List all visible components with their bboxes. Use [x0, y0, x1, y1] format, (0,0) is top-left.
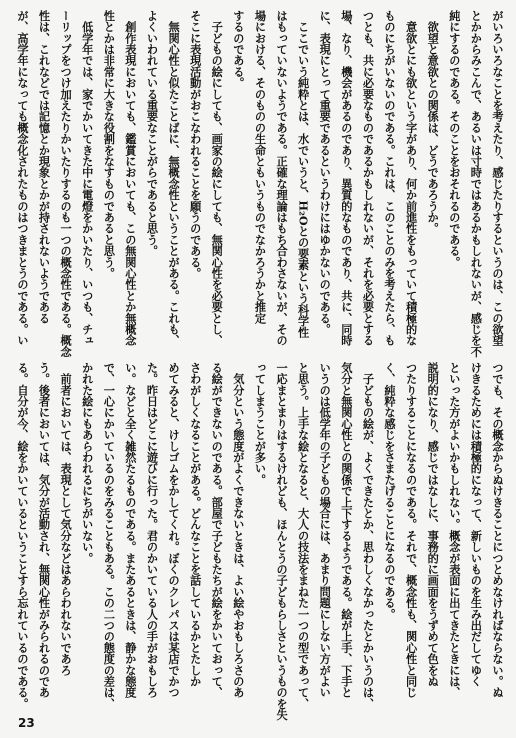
text-column: かれた絵にもあらわれるにちがいない。 [80, 362, 95, 564]
text-column: するのである。 [231, 10, 246, 89]
text-column: 説明的になり、感じではなしに、事務的に画面をうずめて色をぬ [426, 362, 441, 687]
text-column: 性は、これなどでは記憶とか現象とかが持されないようである [37, 10, 52, 324]
text-column: はもっていないようである。正確な理論はもち合わさないが、その [275, 10, 290, 346]
text-column: 場、なり、機会があるのであり、異質的なものであり、共に、同時 [339, 10, 354, 346]
text-column: が、高学年になっても概念化されたものはつきまとうのである。い [15, 10, 30, 346]
text-column: い。などと全く雑然たるものである。またあるときは、静かな態度 [123, 362, 138, 698]
text-column: いうのは低学年の子どもの場合には、あまり問題にしない方がよい [318, 362, 333, 698]
text-column: ものにちがいないのである。これは、このことのみを考えたら、も [383, 10, 398, 346]
text-column: つでも、その概念からぬけきることにつとめなければならない。ぬ [491, 362, 505, 698]
text-column: 一応まとまりはするけれども、ほんとうの子どもらしさというものを失 [275, 362, 290, 721]
text-column: 純にするのである。そのことをおそれるのである。 [447, 10, 462, 268]
text-column: 子どもの絵にしても、画家の絵にしても、無関心性を必要とし、 [210, 10, 225, 346]
text-column: よくいわれている重要なことがらであると思う。 [145, 10, 160, 257]
text-column: 気分という態度がよくできないときは、よい絵やおもしろさのあ [231, 362, 246, 698]
text-column: 意欲とにも欲という字があり、何か前進性をもっていて積極的な [404, 10, 419, 346]
text-column: 無関心性と似たことばに、無概念性ということがある。これも、 [167, 10, 182, 346]
text-column: 性とかは非常に大きな役割をなすものであると思う。 [102, 10, 117, 279]
text-column: 欲望と意欲との関係は、どうであろうか。 [426, 10, 441, 234]
text-column: といった方がよいかもしれない。概念が表面に出てきたときには、 [447, 362, 462, 698]
text-column: 子どもの絵が、よくできたとか、思わしくなかったとかいうのは、 [361, 362, 376, 710]
text-column: つたりすることになるのである。それで、概念性も、関心性と同じ [404, 362, 419, 698]
text-column: めてみると、けしゴムをかしてくれ。ぼくのクレパスは某店でかつ [167, 362, 182, 698]
text-column: と思う。上手な絵となると、大人の技法をまねた一つの型であって、 [296, 362, 311, 710]
text-column: つとも、共に必要なものであるかもしれないが、それを必要とする [361, 10, 376, 346]
lower-text-block [11, 362, 508, 721]
text-column: に、表現にとって重要であるというわけにはゆかないのである。 [318, 10, 333, 335]
text-column: さわがしくなることがある。どんなことを話しているかとたしか [188, 362, 203, 687]
page-number: 23 [18, 716, 35, 730]
text-column: 気分と無関心性との関係で上下するようである。絵が上手、下手と [339, 362, 354, 698]
text-column: う。後者においては、気分が活動され、無関心性がみられるのであ [37, 362, 52, 698]
text-column: た。昨日はどこに遊びに行った。君のかいている人の手がおもしろ [145, 362, 160, 698]
text-column: がいろいろなことを考えたり、感じたりするというのは、この欲望 [491, 10, 505, 346]
text-column: 場における、そのものの生命ともいうものでなかろうかと推定 [253, 10, 268, 324]
text-column: ここでいう純粋とは、水でいうと、H₂Oとの要素という科学性 [296, 10, 311, 338]
text-column: る。自分が今、絵をかいているということすら忘れているのである。 [15, 362, 30, 710]
text-column: とかからみこんで、あるいは寸時ではあるかもしれないが、感じを不 [469, 10, 484, 358]
text-column: ーリップをつけ加えたりかいたりするのも一つの概念性である。概念 [59, 10, 74, 358]
text-column: そこに表現活動がおこなわれることを願うのである。 [188, 10, 203, 279]
text-column: 低学年では、家でかいてきた中に電燈をかいたり、いつも、チュ [80, 10, 95, 346]
text-column: る絵ができないのである。部屋で子どもたちが絵をかいておって、 [210, 362, 225, 698]
text-column: で、一心にかいているのをみることもある。この二つの態度の差は、 [102, 362, 117, 710]
text-column: 創作表現においても、鑑賞においても、この無関心性とか無概念 [123, 10, 138, 346]
text-column: ってしまうことが多い。 [253, 362, 268, 486]
text-column: 前者においては、表現として気分などはあらわれないであろ [59, 362, 74, 676]
text-column: けきるためには積極的になって、新しいものを生み出だしてゆく [469, 362, 484, 687]
upper-text-block [11, 10, 508, 362]
text-column: く、純粋な感じをさまたげることになるのである。 [383, 362, 398, 620]
